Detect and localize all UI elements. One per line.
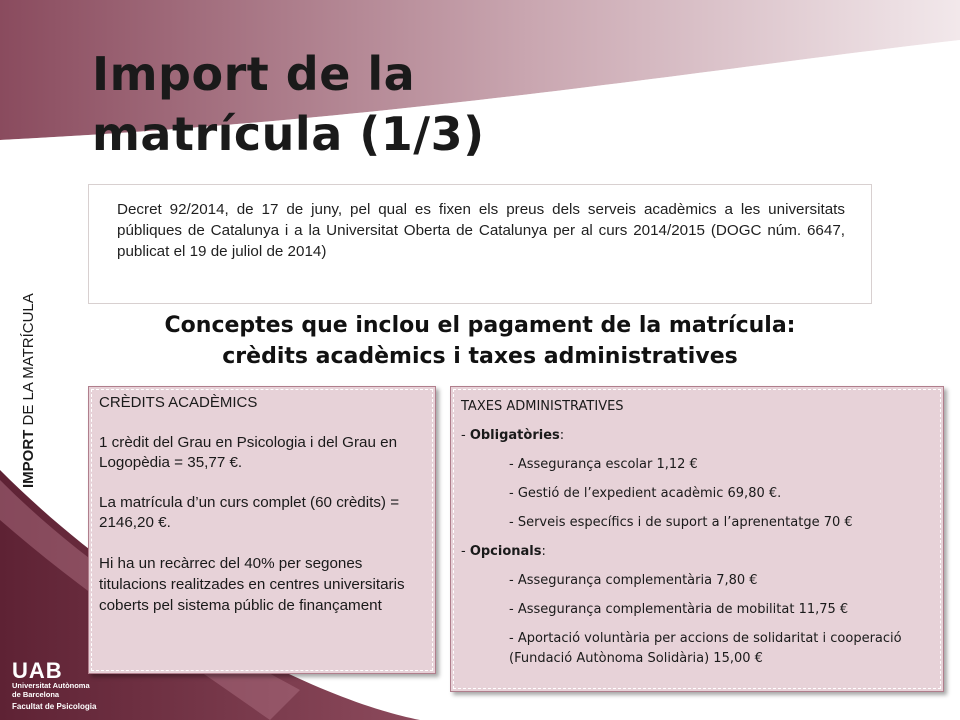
fee-item: - Assegurança escolar 1,12 €: [509, 457, 698, 472]
title-line-1: Import de la: [92, 47, 416, 101]
logo-mark: UAB: [12, 658, 63, 683]
logo-university-line1: Universitat Autònoma: [12, 681, 90, 690]
subtitle-line-2: crèdits acadèmics i taxes administratives: [222, 344, 738, 369]
fees-heading: TAXES ADMINISTRATIVES: [461, 399, 624, 414]
subtitle-line-1: Conceptes que inclou el pagament de la matrícula:: [164, 313, 796, 338]
optional-prefix: -: [461, 544, 470, 559]
mandatory-colon: :: [559, 428, 565, 443]
credit-price-text: 1 crèdit del Grau en Psicologia i del Grau en Logopèdia = 35,77 €.: [99, 434, 398, 471]
page-title: [92, 44, 485, 164]
optional-label-text: Opcionals: [469, 544, 542, 559]
fee-item: - Gestió de l’expedient acadèmic 69,80 €.: [509, 486, 782, 501]
logo-university-line2: de Barcelona: [12, 690, 60, 699]
mandatory-label: [461, 426, 933, 446]
full-course-price-text: La matrícula d’un curs complet (60 crèdits) = 2146,20 €.: [99, 494, 400, 531]
academic-credits-card: [88, 386, 436, 674]
fee-item: - Assegurança complementària de mobilitat 11,75 €: [509, 602, 849, 617]
optional-label: [461, 542, 933, 562]
logo-faculty: Facultat de Psicologia: [12, 702, 97, 711]
credits-heading: CRÈDITS ACADÈMICS: [99, 394, 258, 411]
decree-box: [88, 184, 872, 304]
administrative-fees-card: [450, 386, 944, 692]
side-section-label: [20, 228, 44, 488]
side-label-bold: IMPORT: [20, 429, 37, 488]
fee-item: - Assegurança complementària 7,80 €: [509, 573, 758, 588]
surcharge-text: Hi ha un recàrrec del 40% per segones titulacions realitzades en centres universitaris coberts pel sistema públic de finançament: [99, 555, 405, 614]
mandatory-prefix: -: [461, 428, 470, 443]
side-label-rest: DE LA MATRÍCULA: [20, 293, 37, 426]
section-subtitle: [92, 310, 868, 372]
fee-item: - Serveis específics i de suport a l’aprenentatge 70 €: [509, 515, 853, 530]
mandatory-label-text: Obligatòries: [469, 428, 560, 443]
title-line-2: matrícula (1/3): [92, 107, 485, 161]
uab-logo: [12, 660, 96, 712]
decree-text: Decret 92/2014, de 17 de juny, pel qual es fixen els preus dels serveis acadèmics a les universitats públiques de Catalunya i a la Universitat Oberta de Catalunya per al curs 2014/2015 (DOGC núm. 6647, publicat el 19 de juliol de 2014): [117, 201, 845, 260]
optional-colon: :: [541, 544, 546, 559]
fee-item: - Aportació voluntària per accions de solidaritat i cooperació (Fundació Autònoma Solidària) 15,00 €: [509, 631, 902, 666]
